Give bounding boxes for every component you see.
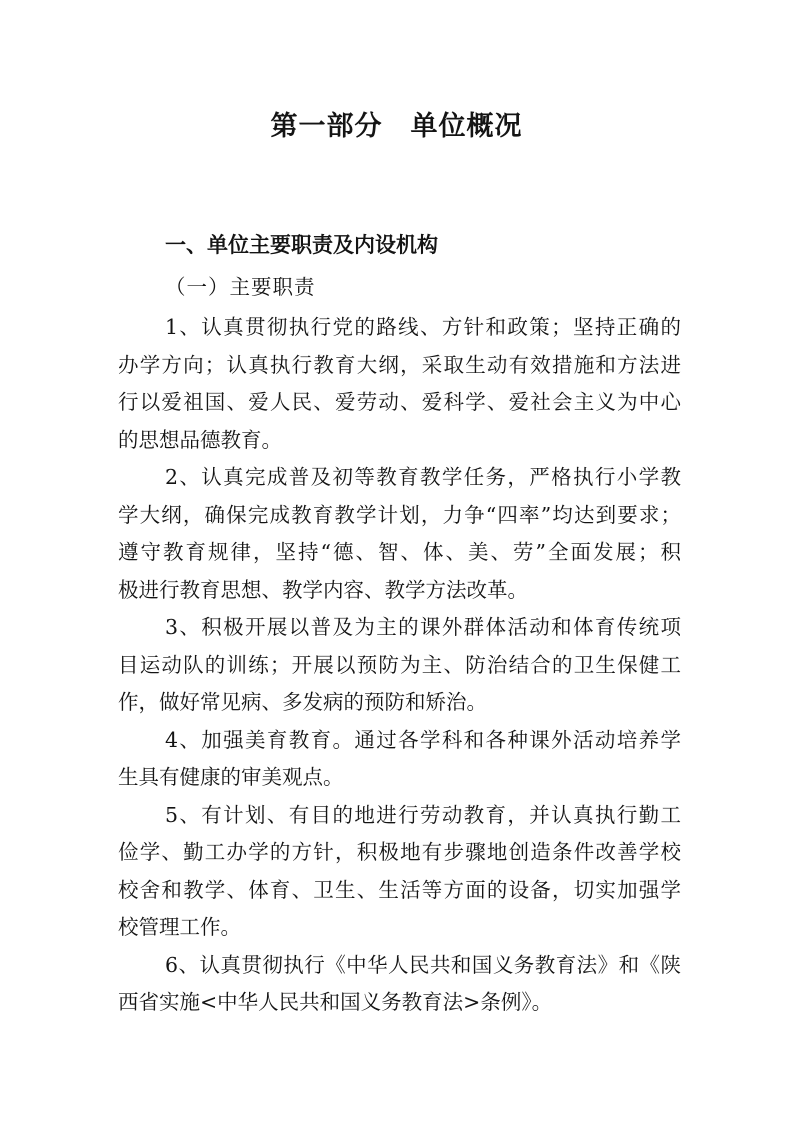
paragraph-line: 3、积极开展以普及为主的课外群体活动和体育传统项 bbox=[165, 615, 681, 639]
paragraph-line: 西省实施<中华人民共和国义务教育法>条例》。 bbox=[118, 990, 553, 1014]
paragraph-line: 极进行教育思想、教学内容、教学方法改革。 bbox=[118, 577, 528, 602]
paragraph-line: 5、有计划、有目的地进行劳动教育，并认真执行勤工 bbox=[165, 802, 681, 827]
paragraph-line: 校管理工作。 bbox=[118, 915, 241, 939]
paragraph-2 bbox=[118, 459, 681, 609]
paragraph-line: 办学方向；认真执行教育大纲，采取生动有效措施和方法进 bbox=[118, 352, 681, 377]
page-title: 第一部分 单位概况 bbox=[270, 111, 523, 142]
paragraph-4 bbox=[118, 722, 681, 797]
paragraph-line: 遵守教育规律，坚持“德、智、体、美、劳”全面发展；积 bbox=[118, 540, 681, 564]
paragraph-line: 校舍和教学、体育、卫生、生活等方面的设备，切实加强学 bbox=[118, 877, 681, 902]
paragraph-line: 目运动队的训练；开展以预防为主、防治结合的卫生保健工 bbox=[118, 652, 681, 677]
body-text bbox=[118, 309, 681, 1022]
paragraph-5 bbox=[118, 797, 681, 947]
paragraph-line: 学大纲，确保完成教育教学计划，力争“四率”均达到要求； bbox=[118, 502, 681, 527]
section-heading: 一、单位主要职责及内设机构 bbox=[165, 232, 438, 257]
subsection-heading: （一）主要职责 bbox=[165, 275, 316, 299]
paragraph-line: 行以爱祖国、爱人民、爱劳动、爱科学、爱社会主义为中心 bbox=[118, 390, 681, 414]
paragraph-line: 1、认真贯彻执行党的路线、方针和政策；坚持正确的 bbox=[165, 315, 681, 339]
paragraph-line: 俭学、勤工办学的方针，积极地有步骤地创造条件改善学校 bbox=[118, 840, 681, 864]
paragraph-line: 作，做好常见病、多发病的预防和矫治。 bbox=[118, 690, 487, 714]
paragraph-line: 的思想品德教育。 bbox=[118, 427, 282, 452]
paragraph-line: 6、认真贯彻执行《中华人民共和国义务教育法》和《陕 bbox=[165, 952, 681, 977]
paragraph-1 bbox=[118, 309, 681, 459]
paragraph-3 bbox=[118, 609, 681, 722]
paragraph-line: 2、认真完成普及初等教育教学任务，严格执行小学教 bbox=[165, 465, 681, 489]
paragraph-6 bbox=[118, 947, 681, 1022]
paragraph-line: 生具有健康的审美观点。 bbox=[118, 765, 344, 789]
paragraph-line: 4、加强美育教育。通过各学科和各种课外活动培养学 bbox=[165, 727, 681, 752]
